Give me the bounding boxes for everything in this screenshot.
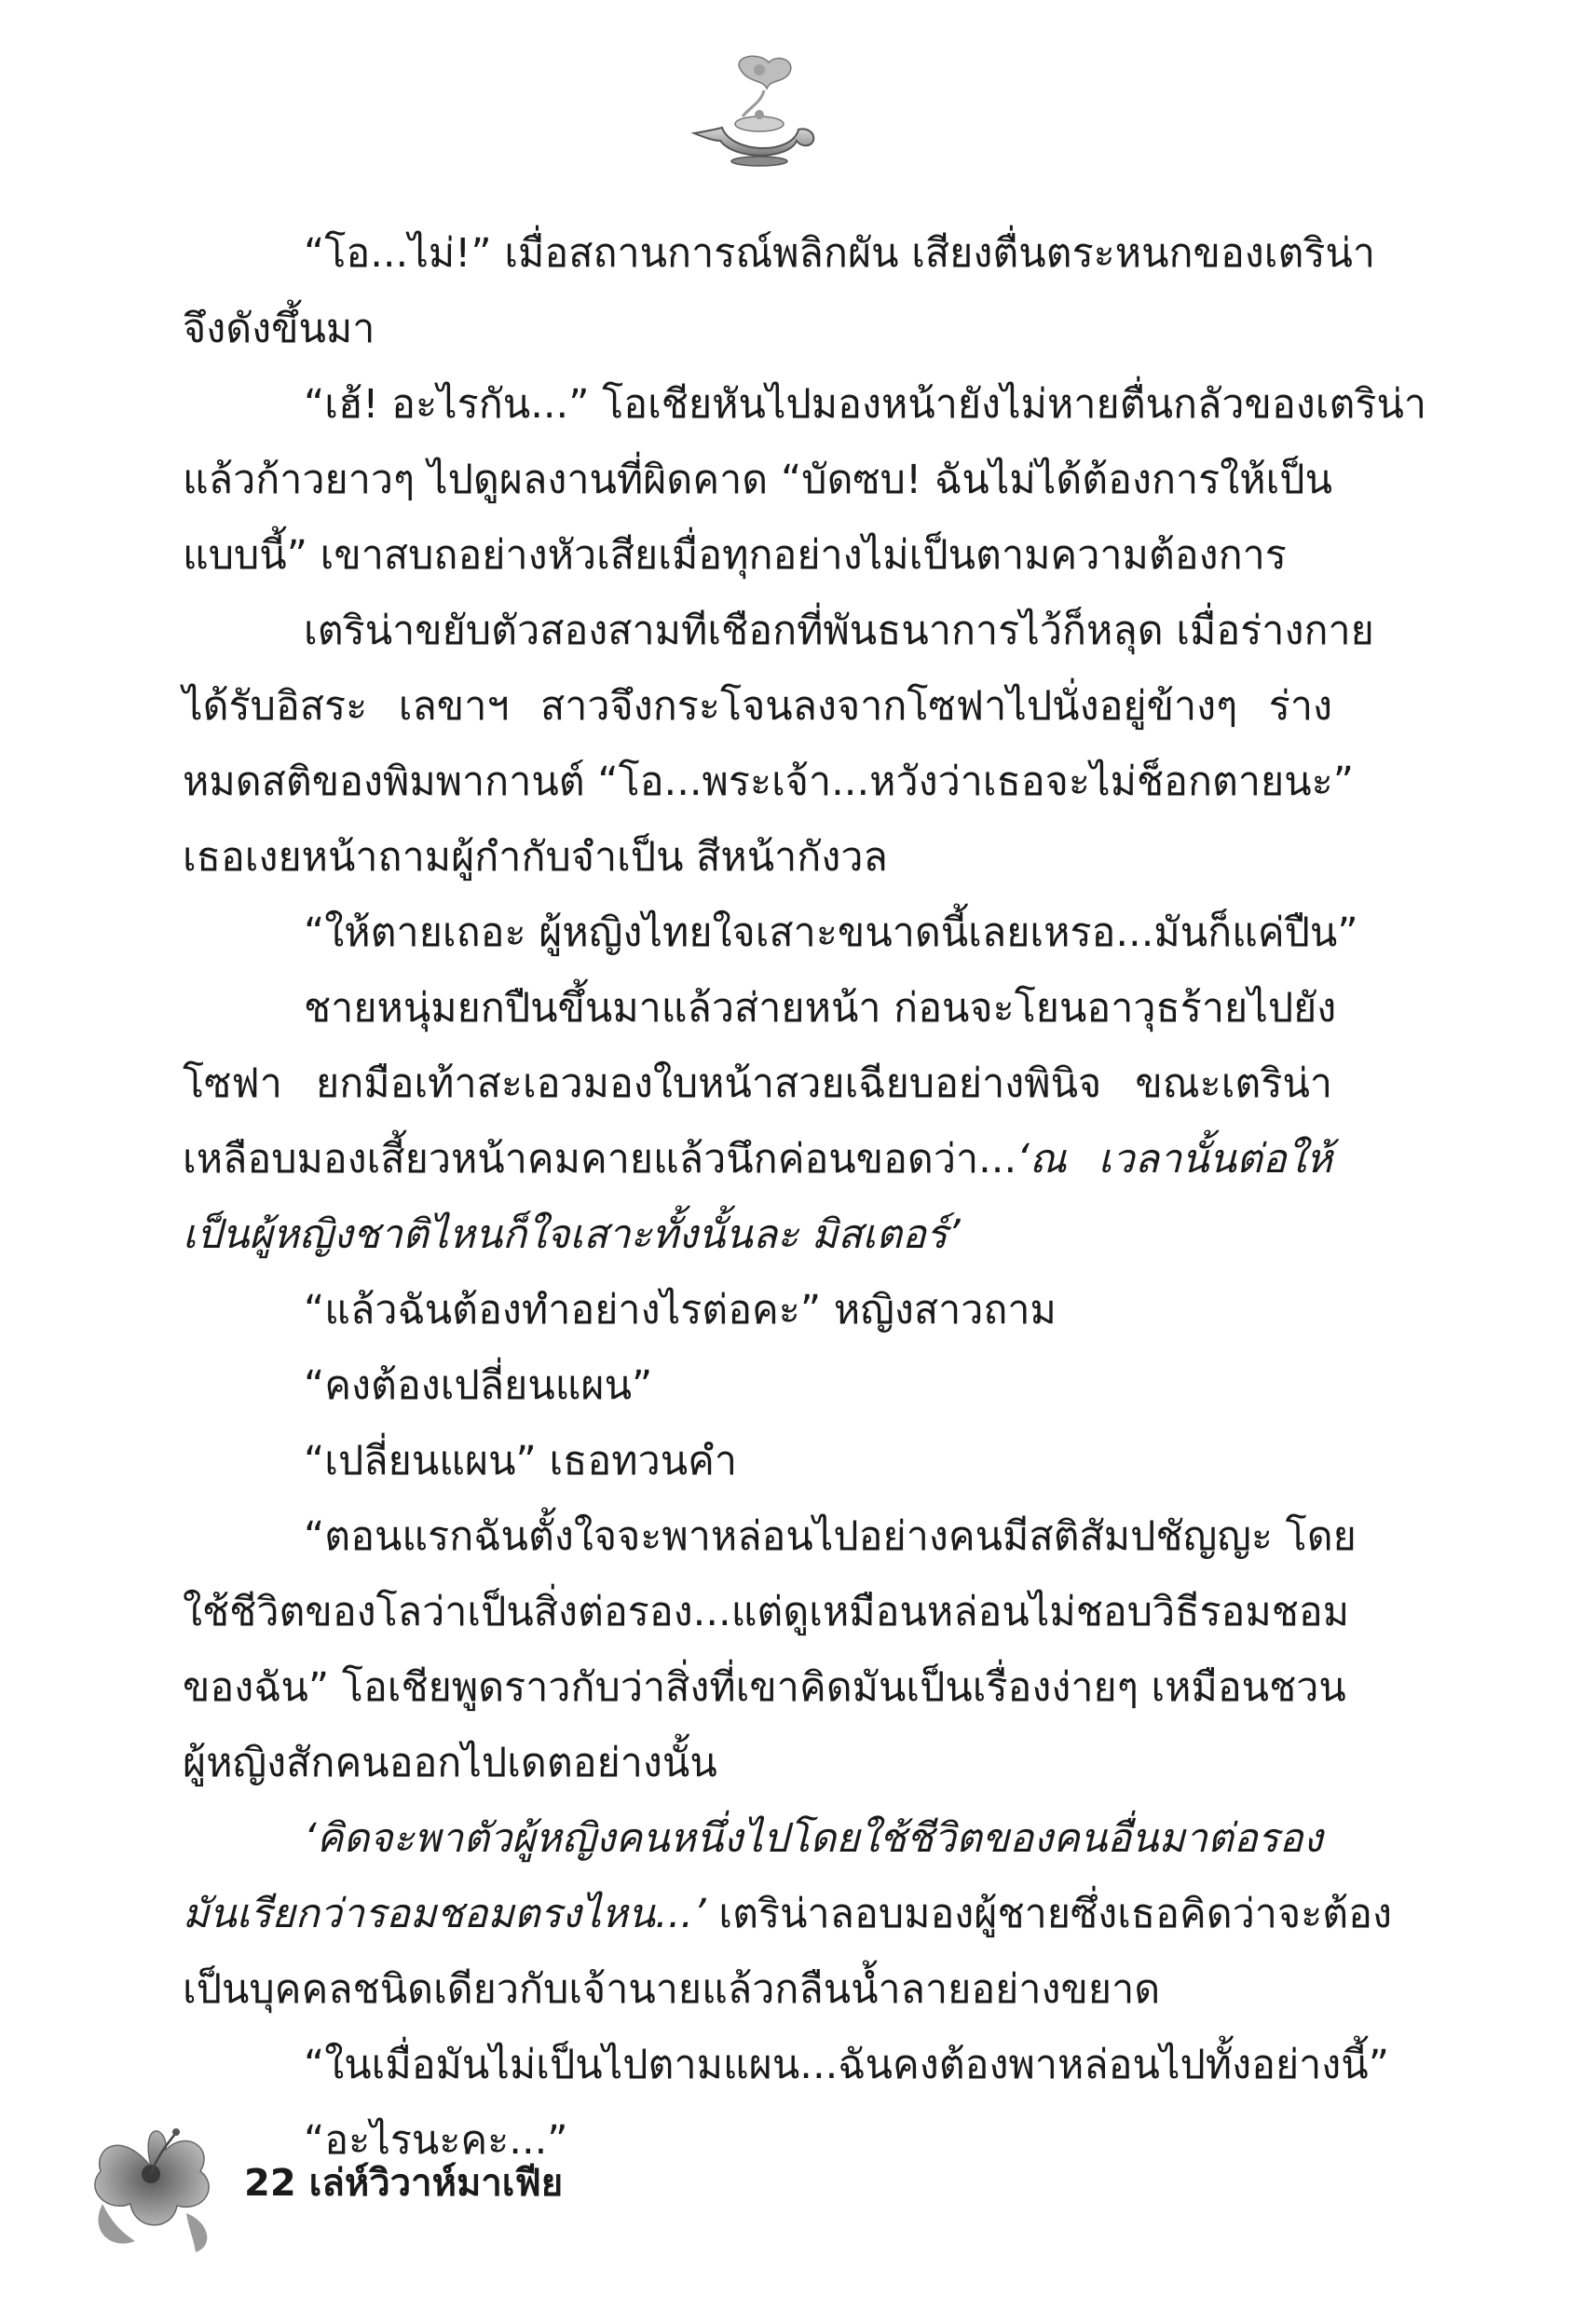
text-line xyxy=(183,1122,1332,1197)
text-line: “ในเมื่อมันไม่เป็นไปตามแผน...ฉันคงต้องพาหล่อนไปทั้งอย่างนี้” xyxy=(304,2042,1389,2088)
page-number: 22 xyxy=(244,2162,296,2205)
text-line: แล้วก้าวยาวๆ ไปดูผลงานที่ผิดคาด “บัดซบ! ฉันไม่ได้ต้องการให้เป็น xyxy=(183,457,1332,503)
text-line: ของฉัน” โอเชียพูดราวกับว่าสิ่งที่เขาคิดมันเป็นเรื่องง่ายๆ เหมือนชวน xyxy=(183,1664,1346,1711)
italic-thought: เป็นผู้หญิงชาติไหนก็ใจเสาะทั้งนั้นละ มิสเตอร์’ xyxy=(183,1211,961,1258)
text-line: เตริน่าขยับตัวสองสามทีเชือกที่พันธนาการไว้ก็หลุด เมื่อร่างกาย xyxy=(304,608,1374,654)
text-line: ได้รับอิสระ เลขาฯ สาวจึงกระโจนลงจากโซฟาไปนั่งอยู่ข้างๆ ร่าง xyxy=(183,683,1332,730)
text-line: “อะไรนะคะ...” xyxy=(304,2117,568,2164)
page-footer xyxy=(244,2160,563,2207)
text-line: ผู้หญิงสักคนออกไปเดตอย่างนั้น xyxy=(183,1740,717,1786)
italic-thought: ‘ณ เวลานั้นต่อให้ xyxy=(1016,1136,1332,1183)
text-line: “เฮ้! อะไรกัน...” โอเชียหันไปมองหน้ายังไม่หายตื่นกลัวของเตริน่า xyxy=(304,381,1427,428)
text-line: หมดสติของพิมพากานต์ “โอ...พระเจ้า...หวังว่าเธอจะไม่ช็อกตายนะ” xyxy=(183,759,1355,805)
hibiscus-flower-icon xyxy=(84,2092,219,2255)
text-line xyxy=(183,1877,1392,1952)
text-line: แบบนี้” เขาสบถอย่างหัวเสียเมื่อทุกอย่างไม่เป็นตามความต้องการ xyxy=(183,532,1287,579)
italic-thought: ‘คิดจะพาตัวผู้หญิงคนหนึ่งไปโดยใช้ชีวิตของคนอื่นมาต่อรอง xyxy=(304,1815,1323,1862)
text-line: “ให้ตายเถอะ ผู้หญิงไทยใจเสาะขนาดนี้เลยเหรอ...มันก็แค่ปืน” xyxy=(304,909,1358,956)
text-line: “แล้วฉันต้องทำอย่างไรต่อคะ” หญิงสาวถาม xyxy=(304,1287,1057,1333)
body-text xyxy=(183,216,1427,2179)
italic-thought: มันเรียกว่ารอมชอมตรงไหน...’ xyxy=(183,1891,706,1937)
text-line: “คงต้องเปลี่ยนแผน” xyxy=(304,1362,653,1409)
text-line: “โอ...ไม่!” เมื่อสถานการณ์พลิกผัน เสียงตื่นตระหนกของเตริน่า xyxy=(304,230,1376,277)
text-line: เป็นบุคคลชนิดเดียวกับเจ้านายแล้วกลืนน้ำลายอย่างขยาด xyxy=(183,1966,1161,2013)
magic-lamp-fairy-icon xyxy=(685,51,825,168)
text-line: โซฟา ยกมือเท้าสะเอวมองใบหน้าสวยเฉียบอย่างพินิจ ขณะเตริน่า xyxy=(183,1060,1332,1107)
text-segment: เหลือบมองเสี้ยวหน้าคมคายแล้วนึกค่อนขอดว่า... xyxy=(183,1136,1017,1183)
text-line: ชายหนุ่มยกปืนขึ้นมาแล้วส่ายหน้า ก่อนจะโยนอาวุธร้ายไปยัง xyxy=(304,985,1337,1032)
text-line: “เปลี่ยนแผน” เธอทวนคำ xyxy=(304,1438,738,1484)
text-line: จึงดังขึ้นมา xyxy=(183,306,375,352)
text-segment: เตริน่าลอบมองผู้ชายซึ่งเธอคิดว่าจะต้อง xyxy=(705,1891,1392,1937)
text-line: “ตอนแรกฉันตั้งใจจะพาหล่อนไปอย่างคนมีสติสัมปชัญญะ โดย xyxy=(304,1513,1357,1560)
book-title: เล่ห์วิวาห์มาเฟีย xyxy=(308,2162,564,2205)
text-line: เธอเงยหน้าถามผู้กำกับจำเป็น สีหน้ากังวล xyxy=(183,834,888,881)
text-line: ใช้ชีวิตของโลว่าเป็นสิ่งต่อรอง...แต่ดูเหมือนหล่อนไม่ชอบวิธีรอมชอม xyxy=(183,1589,1350,1635)
